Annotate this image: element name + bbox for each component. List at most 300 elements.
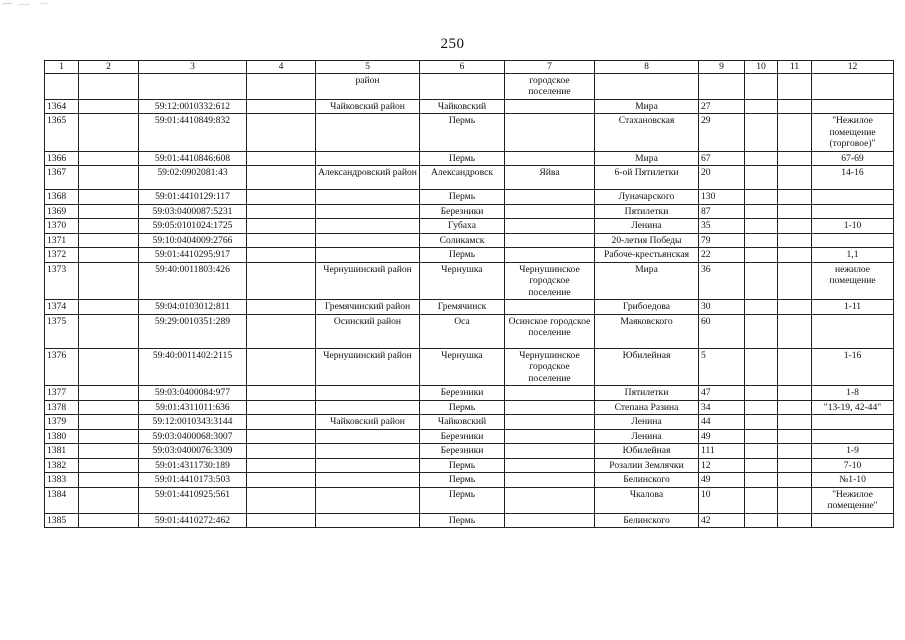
house-number-cell: 42 [699, 513, 745, 528]
cadastral-number-cell: 59:01:4410846:608 [139, 151, 247, 166]
column-2-cell [79, 415, 139, 430]
house-number-cell: 22 [699, 248, 745, 263]
row-number-cell: 1372 [45, 248, 79, 263]
row-number-cell: 1373 [45, 262, 79, 300]
table-row [45, 151, 894, 166]
city-cell: Березники [420, 444, 505, 459]
city-cell: Чернушка [420, 262, 505, 300]
city-cell: Соликамск [420, 233, 505, 248]
premises-cell: "Нежилое помещение (торговое)" [812, 114, 894, 152]
column-10-cell [745, 444, 778, 459]
district-cell [316, 400, 420, 415]
column-2-cell [79, 248, 139, 263]
premises-cell [812, 314, 894, 348]
district-cell: Чайковский район [316, 415, 420, 430]
cadastral-number-cell: 59:12:0010343:3144 [139, 415, 247, 430]
cadastral-number-cell: 59:03:0400087:5231 [139, 204, 247, 219]
row-number-cell: 1376 [45, 348, 79, 386]
column-10-cell [745, 248, 778, 263]
district-cell: Чернушинский район [316, 262, 420, 300]
column-10-cell [745, 300, 778, 315]
column-2-cell [79, 458, 139, 473]
column-number-row [45, 61, 894, 74]
column-10-cell [745, 400, 778, 415]
column-2-cell [79, 219, 139, 234]
street-cell: Мира [595, 99, 699, 114]
settlement-cell: Чернушинское городское поселение [505, 262, 595, 300]
city-cell: Пермь [420, 473, 505, 488]
district-cell [316, 458, 420, 473]
column-header: 9 [699, 61, 745, 74]
column-4-cell [247, 314, 316, 348]
city-cell: Чайковский [420, 415, 505, 430]
cadastral-number-cell: 59:01:4410272:462 [139, 513, 247, 528]
row-number-cell: 1364 [45, 99, 79, 114]
column-10-cell [745, 262, 778, 300]
house-number-cell: 27 [699, 99, 745, 114]
settlement-cell [505, 190, 595, 205]
district-cell [316, 151, 420, 166]
street-cell: Ленина [595, 429, 699, 444]
table-row [45, 386, 894, 401]
district-cell [316, 114, 420, 152]
row-number-cell: 1377 [45, 386, 79, 401]
column-10-cell [745, 114, 778, 152]
house-number-cell: 79 [699, 233, 745, 248]
district-cell [316, 219, 420, 234]
house-number-cell: 44 [699, 415, 745, 430]
row-number-cell: 1383 [45, 473, 79, 488]
column-11-cell [778, 386, 812, 401]
column-10-cell [745, 151, 778, 166]
table-row [45, 262, 894, 300]
premises-cell: №1-10 [812, 473, 894, 488]
row-number-cell: 1379 [45, 415, 79, 430]
column-4-cell [247, 73, 316, 99]
city-cell: Березники [420, 429, 505, 444]
column-header: 5 [316, 61, 420, 74]
street-cell: Пятилетки [595, 204, 699, 219]
cadastral-number-cell: 59:03:0400084:977 [139, 386, 247, 401]
table-row [45, 219, 894, 234]
column-4-cell [247, 473, 316, 488]
settlement-cell [505, 248, 595, 263]
column-2-cell [79, 473, 139, 488]
column-4-cell [247, 99, 316, 114]
street-cell: Юбилейная [595, 444, 699, 459]
house-number-cell: 87 [699, 204, 745, 219]
street-cell: Белинского [595, 513, 699, 528]
premises-cell: 1,1 [812, 248, 894, 263]
house-number-cell: 5 [699, 348, 745, 386]
street-cell: 6-ой Пятилетки [595, 166, 699, 190]
column-11-cell [778, 151, 812, 166]
street-cell: 20-летия Победы [595, 233, 699, 248]
column-2-cell [79, 99, 139, 114]
street-cell: Стахановская [595, 114, 699, 152]
city-cell: Березники [420, 386, 505, 401]
district-cell [316, 429, 420, 444]
row-number-cell: 1384 [45, 487, 79, 513]
premises-cell: 7-10 [812, 458, 894, 473]
column-11-cell [778, 513, 812, 528]
street-cell: Юбилейная [595, 348, 699, 386]
column-10-cell [745, 166, 778, 190]
premises-cell: 1-10 [812, 219, 894, 234]
premises-cell [812, 233, 894, 248]
row-number-cell: 1366 [45, 151, 79, 166]
settlement-cell [505, 233, 595, 248]
column-header: 1 [45, 61, 79, 74]
table-row [45, 233, 894, 248]
column-11-cell [778, 233, 812, 248]
city-cell: Березники [420, 204, 505, 219]
cadastral-number-cell: 59:01:4410849:832 [139, 114, 247, 152]
column-2-cell [79, 166, 139, 190]
column-4-cell [247, 233, 316, 248]
cadastral-number-cell: 59:01:4311011:636 [139, 400, 247, 415]
premises-cell [812, 415, 894, 430]
house-number-cell: 34 [699, 400, 745, 415]
table-row [45, 513, 894, 528]
settlement-cell: Яйва [505, 166, 595, 190]
premises-cell: нежилое помещение [812, 262, 894, 300]
district-cell [316, 444, 420, 459]
row-number-cell: 1365 [45, 114, 79, 152]
column-4-cell [247, 204, 316, 219]
table-row [45, 114, 894, 152]
cadastral-number-cell: 59:04:0103012:811 [139, 300, 247, 315]
cadastral-number-cell: 59:05:0101024:1725 [139, 219, 247, 234]
settlement-cell [505, 458, 595, 473]
district-cell [316, 190, 420, 205]
column-11-cell [778, 314, 812, 348]
column-2-cell [79, 190, 139, 205]
column-4-cell [247, 444, 316, 459]
column-11-cell [778, 300, 812, 315]
column-4-cell [247, 429, 316, 444]
column-11-cell [778, 458, 812, 473]
column-4-cell [247, 458, 316, 473]
city-cell: Губаха [420, 219, 505, 234]
cadastral-number-cell: 59:01:4311730:189 [139, 458, 247, 473]
settlement-cell [505, 487, 595, 513]
column-4-cell [247, 114, 316, 152]
city-cell [420, 73, 505, 99]
row-number-cell: 1367 [45, 166, 79, 190]
column-11-cell [778, 204, 812, 219]
district-cell [316, 487, 420, 513]
settlement-cell [505, 400, 595, 415]
city-cell: Пермь [420, 400, 505, 415]
column-10-cell [745, 99, 778, 114]
street-cell: Мира [595, 262, 699, 300]
house-number-cell: 20 [699, 166, 745, 190]
settlement-cell [505, 219, 595, 234]
column-header: 7 [505, 61, 595, 74]
house-number-cell: 30 [699, 300, 745, 315]
column-header: 8 [595, 61, 699, 74]
column-2-cell [79, 233, 139, 248]
table-row [45, 314, 894, 348]
district-cell: район [316, 73, 420, 99]
scan-artifact-mark [0, 0, 70, 8]
column-4-cell [247, 415, 316, 430]
column-2-cell [79, 314, 139, 348]
column-2-cell [79, 204, 139, 219]
column-2-cell [79, 114, 139, 152]
district-cell [316, 233, 420, 248]
column-4-cell [247, 400, 316, 415]
column-11-cell [778, 73, 812, 99]
table-body [45, 73, 894, 528]
column-4-cell [247, 386, 316, 401]
column-10-cell [745, 487, 778, 513]
column-2-cell [79, 429, 139, 444]
column-11-cell [778, 99, 812, 114]
district-cell [316, 513, 420, 528]
district-cell [316, 473, 420, 488]
street-cell: Чкалова [595, 487, 699, 513]
column-2-cell [79, 348, 139, 386]
district-cell [316, 204, 420, 219]
row-number-cell: 1382 [45, 458, 79, 473]
premises-cell [812, 204, 894, 219]
column-header: 4 [247, 61, 316, 74]
settlement-cell [505, 300, 595, 315]
premises-cell: 1-16 [812, 348, 894, 386]
house-number-cell: 29 [699, 114, 745, 152]
column-10-cell [745, 473, 778, 488]
column-2-cell [79, 487, 139, 513]
table-row [45, 444, 894, 459]
premises-cell: 67-69 [812, 151, 894, 166]
table-row [45, 429, 894, 444]
cadastral-number-cell: 59:01:4410173:503 [139, 473, 247, 488]
column-2-cell [79, 386, 139, 401]
column-11-cell [778, 166, 812, 190]
street-cell: Белинского [595, 473, 699, 488]
street-cell: Ленина [595, 219, 699, 234]
column-11-cell [778, 429, 812, 444]
house-number-cell: 49 [699, 429, 745, 444]
table-row [45, 348, 894, 386]
table-row [45, 73, 894, 99]
cadastral-number-cell: 59:02:0902081:43 [139, 166, 247, 190]
house-number-cell: 12 [699, 458, 745, 473]
district-cell [316, 248, 420, 263]
column-11-cell [778, 473, 812, 488]
street-cell: Маяковского [595, 314, 699, 348]
row-number-cell: 1368 [45, 190, 79, 205]
district-cell: Чайковский район [316, 99, 420, 114]
premises-cell: 1-9 [812, 444, 894, 459]
row-number-cell [45, 73, 79, 99]
cadastral-number-cell: 59:40:0011402:2115 [139, 348, 247, 386]
premises-cell: 1-8 [812, 386, 894, 401]
table-row [45, 190, 894, 205]
settlement-cell [505, 429, 595, 444]
column-4-cell [247, 219, 316, 234]
column-10-cell [745, 458, 778, 473]
column-10-cell [745, 429, 778, 444]
settlement-cell [505, 473, 595, 488]
column-header: 10 [745, 61, 778, 74]
column-4-cell [247, 262, 316, 300]
settlement-cell: городское поселение [505, 73, 595, 99]
column-4-cell [247, 300, 316, 315]
premises-cell: 1-11 [812, 300, 894, 315]
column-4-cell [247, 487, 316, 513]
street-cell: Мира [595, 151, 699, 166]
column-10-cell [745, 233, 778, 248]
house-number-cell: 130 [699, 190, 745, 205]
city-cell: Пермь [420, 151, 505, 166]
row-number-cell: 1381 [45, 444, 79, 459]
premises-cell [812, 513, 894, 528]
settlement-cell [505, 444, 595, 459]
premises-cell: "Нежилое помещение" [812, 487, 894, 513]
cadastral-number-cell: 59:10:0404009:2766 [139, 233, 247, 248]
registry-table [44, 60, 894, 528]
house-number-cell: 67 [699, 151, 745, 166]
column-11-cell [778, 487, 812, 513]
column-10-cell [745, 513, 778, 528]
house-number-cell: 111 [699, 444, 745, 459]
column-11-cell [778, 262, 812, 300]
column-11-cell [778, 348, 812, 386]
settlement-cell [505, 386, 595, 401]
column-11-cell [778, 114, 812, 152]
row-number-cell: 1385 [45, 513, 79, 528]
column-11-cell [778, 415, 812, 430]
settlement-cell [505, 513, 595, 528]
cadastral-number-cell: 59:01:4410925:561 [139, 487, 247, 513]
table-row [45, 300, 894, 315]
house-number-cell: 36 [699, 262, 745, 300]
premises-cell [812, 190, 894, 205]
city-cell: Оса [420, 314, 505, 348]
premises-cell: 14-16 [812, 166, 894, 190]
column-header: 3 [139, 61, 247, 74]
column-header: 12 [812, 61, 894, 74]
column-10-cell [745, 204, 778, 219]
column-10-cell [745, 219, 778, 234]
row-number-cell: 1380 [45, 429, 79, 444]
settlement-cell [505, 114, 595, 152]
table-row [45, 400, 894, 415]
column-10-cell [745, 73, 778, 99]
city-cell: Пермь [420, 487, 505, 513]
settlement-cell: Осинское городское поселение [505, 314, 595, 348]
settlement-cell [505, 151, 595, 166]
street-cell: Луначарского [595, 190, 699, 205]
street-cell: Грибоедова [595, 300, 699, 315]
column-11-cell [778, 219, 812, 234]
street-cell: Рабоче-крестьянская [595, 248, 699, 263]
city-cell: Пермь [420, 458, 505, 473]
house-number-cell: 49 [699, 473, 745, 488]
column-4-cell [247, 348, 316, 386]
cadastral-number-cell: 59:01:4410295:917 [139, 248, 247, 263]
table-row [45, 248, 894, 263]
column-2-cell [79, 300, 139, 315]
table-row [45, 487, 894, 513]
column-10-cell [745, 190, 778, 205]
cadastral-number-cell: 59:03:0400076:3309 [139, 444, 247, 459]
column-4-cell [247, 248, 316, 263]
settlement-cell [505, 204, 595, 219]
column-4-cell [247, 190, 316, 205]
district-cell: Осинский район [316, 314, 420, 348]
column-11-cell [778, 248, 812, 263]
premises-cell [812, 429, 894, 444]
street-cell: Пятилетки [595, 386, 699, 401]
column-2-cell [79, 151, 139, 166]
settlement-cell [505, 415, 595, 430]
cadastral-number-cell: 59:01:4410129:117 [139, 190, 247, 205]
column-4-cell [247, 151, 316, 166]
cadastral-number-cell [139, 73, 247, 99]
column-11-cell [778, 190, 812, 205]
settlement-cell: Чернушинское городское поселение [505, 348, 595, 386]
row-number-cell: 1371 [45, 233, 79, 248]
column-10-cell [745, 314, 778, 348]
row-number-cell: 1370 [45, 219, 79, 234]
cadastral-number-cell: 59:03:0400068:3007 [139, 429, 247, 444]
column-11-cell [778, 400, 812, 415]
street-cell: Степана Разина [595, 400, 699, 415]
column-4-cell [247, 166, 316, 190]
column-4-cell [247, 513, 316, 528]
city-cell: Чайковский [420, 99, 505, 114]
settlement-cell [505, 99, 595, 114]
street-cell: Розалии Землячки [595, 458, 699, 473]
column-10-cell [745, 348, 778, 386]
table-row [45, 204, 894, 219]
premises-cell [812, 99, 894, 114]
city-cell: Пермь [420, 248, 505, 263]
column-11-cell [778, 444, 812, 459]
table-row [45, 415, 894, 430]
column-10-cell [745, 415, 778, 430]
city-cell: Чернушка [420, 348, 505, 386]
column-10-cell [745, 386, 778, 401]
premises-cell [812, 73, 894, 99]
column-2-cell [79, 444, 139, 459]
table-row [45, 458, 894, 473]
city-cell: Пермь [420, 190, 505, 205]
row-number-cell: 1374 [45, 300, 79, 315]
city-cell: Александровск [420, 166, 505, 190]
house-number-cell: 60 [699, 314, 745, 348]
cadastral-number-cell: 59:29:0010351:289 [139, 314, 247, 348]
column-2-cell [79, 73, 139, 99]
column-2-cell [79, 262, 139, 300]
page-number: 250 [440, 36, 465, 52]
street-cell [595, 73, 699, 99]
cadastral-number-cell: 59:12:0010332:612 [139, 99, 247, 114]
street-cell: Ленина [595, 415, 699, 430]
table-row [45, 166, 894, 190]
house-number-cell [699, 73, 745, 99]
table-row [45, 99, 894, 114]
district-cell [316, 386, 420, 401]
house-number-cell: 35 [699, 219, 745, 234]
district-cell: Александровский район [316, 166, 420, 190]
city-cell: Пермь [420, 513, 505, 528]
city-cell: Гремячинск [420, 300, 505, 315]
